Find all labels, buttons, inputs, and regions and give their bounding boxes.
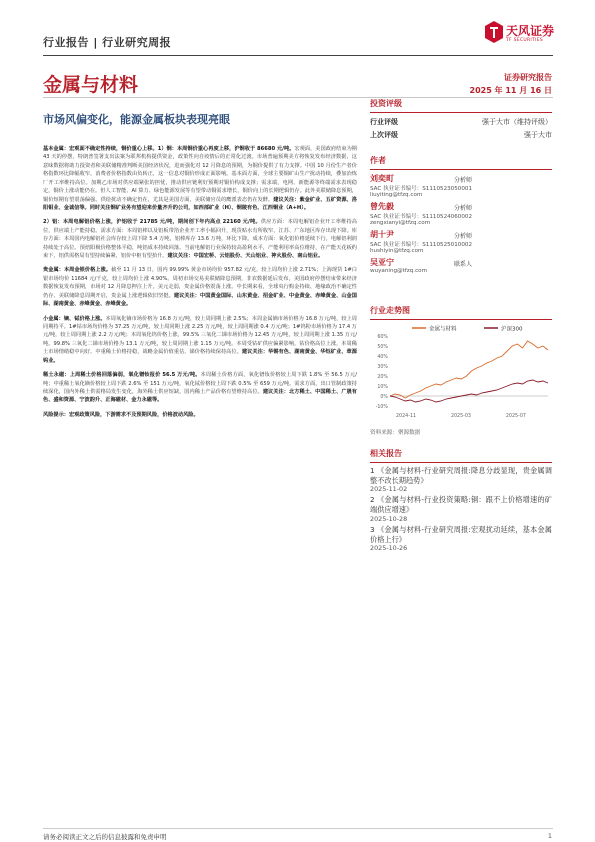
related-divider	[370, 462, 552, 463]
logo-mark-icon	[484, 20, 504, 44]
x-tick-label: 2024-11	[396, 414, 417, 419]
paragraph-lead: 贵金属：本周金银价格上涨。	[43, 267, 112, 274]
page-number: 1	[547, 832, 552, 840]
report-category: 行业报告 | 行业研究周报	[43, 36, 172, 49]
paragraph-body: 宏观面，美国政府结束为期 43 天的停摆，特朗普签署支出法案为联邦机构提供资金，政策性向自疫情后的正常化过渡。市场普遍预期美方将恢复发布经济数据，这意味数据将助力投资者和美联储精准判断美国经济状况，进而强化对 12 月降息的预期，为铜价提供了有力支撑。中国 10 月份生产者价格指数环比降幅收窄，消费者价格指数由负转正，这一信息对铜价形成正面影响。基本面方面，全球主要铜矿山生产扰动持续，叠加冶炼厂开工率维持高位。加期乙市场对供应端紧张的担忧，推动供应链利好预期对铜价构成支撑；需求端，电网、新能源等终端需求表现稳定，铜价上涨动能仍在。但人工智能、AI 算力、绿色能源发展等有望带动铜需求增长，铜价向上的长期逻辑仍存。此外美联储降息预期，铜价短期有望震荡偏强。供给扰动不确定仍在，尤其是美国方面，美联储官员的鹰派表态仍在发酵。	[43, 146, 357, 203]
paragraph-lead: 小金属：镝、铽价格上涨。	[43, 315, 106, 322]
paragraph-lead: 2）铝：本周电解铝价格上涨，沪铝收于 21785 元/吨，期间创下年内高点 22160 元/吨。	[43, 219, 261, 226]
author-email[interactable]: wuyaning@tfzq.com	[370, 268, 428, 274]
authors-heading: 作者	[370, 156, 386, 165]
related-report-link[interactable]: 3 《金属与材料-行业研究周报:宏观扰动延续，基本金属价格上行》	[370, 524, 552, 544]
paragraph-body: 供应方面：本周电解铝企业开工率维持高位，供应端上产能持稳。需求方面：本周铝棒以及铝板带箔企业开工率小幅回升，现货贴水有所收窄，江苏、广东地区库存出现下降。库存方面：本周国内电解铝社会库存较上周下降 5.4 万吨，铝棒库存 13.6 万吨，环比下降。成本方面：氧化铝价格延续下行，电解铝利润持续处于高位。预焙阳极价格整体平稳，吨铝成本持续回落。当前电解铝行业保持较高盈利水平，产能利用率高位维持，在产能天花板约束下，铝供需格局有望持续偏紧，铝价中枢有望抬升。	[43, 219, 357, 260]
legend-label-1: 沪深300	[501, 326, 523, 333]
series-line-0	[390, 341, 548, 398]
author-entry	[370, 173, 552, 198]
paragraph-lead: 风险提示：宏观政策风险，下游需求不及预期风险，价格波动风险。	[43, 411, 199, 418]
author-name: 胡十尹	[370, 230, 394, 239]
author-header	[370, 229, 552, 240]
related-report-date: 2025-10-26	[370, 544, 408, 553]
body-paragraph	[43, 411, 357, 419]
y-tick-label: 40%	[377, 355, 388, 360]
author-header	[370, 173, 552, 184]
author-name: 吴亚宁	[370, 258, 394, 267]
body-paragraph	[43, 371, 357, 405]
body-paragraph	[43, 218, 357, 260]
rating-row-previous	[370, 130, 552, 140]
report-type: 证券研究报告	[504, 73, 552, 82]
author-email[interactable]: liuyiting@tfzq.com	[370, 192, 423, 198]
rating-section	[370, 98, 552, 140]
related-report-link[interactable]: 1 《金属与材料-行业研究周报:降息分歧显现，贵金属调整不改长期趋势》	[370, 466, 552, 485]
body-paragraph	[43, 145, 357, 212]
paragraph-body: 本周氧化镝市场价格为 16.8 万元/吨，较上周同期上涨 2.5%；本周金属镝市场价格为 16.8 万元/吨，较上周同期持平。1#钴市场均价格为 37.25 万元/吨，较上周同期上涨 2.25 万元/吨，较上周同期涨 0.4 万元/吨；1#钨粉市场价格为 17.4 万元/吨，较上周同期上涨 2.2 万元/吨；本周氧化钨价格上涨，99.5% 三氧化二锑市场价格为 12.45 万元/吨，较上周同期上涨 1.35 万元/吨。99.8% 三氧化二锑市场价格为 13.1 万元/吨，较上周同期上涨 1.15 万元/吨。本周受钴矿供应偏紧影响，钴价格高位上涨，本周稀土市场情绪稳中向好。中重稀土价格持稳，战略金属价值重估，锑价格持续保持高位。	[43, 315, 357, 356]
author-role: 分析师	[454, 177, 473, 184]
report-subtitle: 市场风偏变化，能源金属板块表现亮眼	[43, 113, 230, 126]
trend-divider	[370, 319, 552, 320]
author-entry	[370, 201, 552, 226]
legend-label-0: 金属与材料	[429, 326, 457, 333]
paragraph-body: 本周稀土价格方面，氧化镨钕价格较上周下跌 1.8% 至 56.5 万元/吨；中重稀土氧化镝价格较上周下跌 2.6% 至 151 万元/吨，氧化铽价格较上周下跌 0.5% 至 659 万元/吨。需求方面，出口管制政策持续深化，国内外稀土供需格局发生变化，海外稀土供应短缺，国内稀土产品价格有望维持高位。	[43, 372, 357, 395]
related-report-date: 2025-10-28	[370, 514, 408, 523]
author-email[interactable]: hushiyin@tfzq.com	[370, 248, 424, 254]
trend-heading: 行业走势图	[370, 306, 410, 315]
paragraph-lead: 稀土永磁：上周稀土价格回落偏弱，氧化镨钕报价 56.5 万元/吨。	[43, 372, 201, 379]
x-tick-label: 2025-07	[505, 414, 526, 419]
footer-divider	[43, 828, 553, 829]
main-body	[43, 145, 357, 425]
y-tick-label: 50%	[377, 345, 388, 350]
y-tick-label: 60%	[377, 335, 388, 340]
rating-row-industry	[370, 117, 552, 127]
rating-label: 行业评级	[370, 118, 398, 126]
author-header	[370, 257, 552, 268]
author-header	[370, 201, 552, 212]
paragraph-recommendation: 建议关注：中国宏桥、云铝股份、天山铝业、神火股份、南山铝业。	[167, 253, 324, 260]
trend-section	[370, 305, 552, 436]
report-date: 2025 年 11 月 16 日	[469, 86, 552, 95]
trend-chart	[370, 322, 552, 420]
page-title: 金属与材料	[43, 74, 139, 96]
chart-source: 资料来源：聚源数据	[370, 430, 421, 436]
footer-disclaimer: 请务必阅读正文之后的信息披露和免责申明	[43, 833, 167, 841]
related-heading: 相关报告	[370, 449, 402, 458]
author-cert: SAC 执业证书编号：S1110525010002	[370, 242, 473, 248]
author-role: 分析师	[454, 205, 473, 212]
paragraph-lead: 基本金属：宏观面不确定性持续，铜价重心上移。1）铜：本周铜价重心再度上移，沪铜收于 86680 元/吨。	[43, 146, 295, 152]
related-section	[370, 448, 552, 554]
y-tick-label: 30%	[377, 365, 388, 370]
author-cert: SAC 执业证书编号：S1110524060002	[370, 214, 473, 220]
author-role: 分析师	[454, 233, 473, 240]
body-paragraph	[43, 266, 357, 308]
author-entry	[370, 229, 552, 254]
company-logo	[484, 20, 555, 50]
related-report-link[interactable]: 2 《金属与材料-行业投资策略:铜：跟不上价格增速的矿端供应增速》	[370, 495, 552, 515]
author-name: 刘奕町	[370, 174, 394, 183]
paragraph-recommendation: 建议关注：中国黄金国际、山东黄金、招金矿业、中金黄金、赤峰黄金、山金国际、湖南黄金、赤峰黄金、赤峰黄金。	[43, 292, 357, 308]
logo-subtitle: TF SECURITIES	[506, 38, 544, 43]
rating-value: 强于大市	[524, 131, 552, 139]
body-paragraph	[43, 315, 357, 366]
rating-heading: 投资评级	[370, 99, 402, 108]
rating-value: 强于大市（维持评级）	[482, 118, 552, 126]
author-name: 曾先毅	[370, 202, 394, 211]
paragraph-recommendation: 建议关注：华锡有色、湖南黄金、华钰矿业、章源钨业。	[43, 349, 357, 364]
authors-section	[370, 155, 552, 277]
rating-label: 上次评级	[370, 131, 398, 139]
logo-title: 天风证券	[506, 24, 555, 38]
header-divider	[43, 55, 553, 56]
author-entry	[370, 257, 552, 274]
y-tick-label: 20%	[377, 375, 388, 380]
authors-divider	[370, 169, 552, 170]
rating-divider	[370, 112, 552, 113]
paragraph-recommendation: 建议关注：紫金矿业、五矿资源、洛阳钼业、金诚信等。同时关注铜矿业务有望迎来价量齐升的公司，如西部矿业（H）、铜陵有色、江西铜业（A+H）。	[43, 196, 357, 211]
author-cert: SAC 执业证书编号：S1110523050001	[370, 186, 473, 192]
related-report-date: 2025-11-02	[370, 485, 408, 494]
author-email[interactable]: zengxianyi@tfzq.com	[370, 220, 431, 226]
y-tick-label: 10%	[377, 385, 388, 390]
y-tick-label: -10%	[375, 405, 388, 410]
x-tick-label: 2025-03	[450, 414, 471, 419]
author-role: 联系人	[454, 261, 473, 268]
y-tick-label: 0%	[380, 395, 388, 400]
paragraph-body: 截至 11 月 13 日，国内 99.99% 黄金市场均价 957.82 元/克，较上周均价上涨 2.71%；上海现货 1#白银市场均价 11684 元/千克，较上周均价上涨 4.90%。周初市场交易美联储降息预期，非农数据延后发布，美国政府停摆结束带来经济数据恢复发布预期，市场对 12 月降息押注上升，美元走弱，贵金属价格震荡上涨。中长期来看，全球央行购金持续、地缘政治不确定性仍存、美联储降息周期开启，贵金属上涨逻辑依旧坚挺。	[43, 267, 357, 299]
paragraph-recommendation: 建议关注：北方稀土、中国稀土、广晟有色、盛和资源、宁波韵升、正海磁材、金力永磁等。	[43, 388, 357, 404]
series-line-1	[390, 380, 548, 402]
